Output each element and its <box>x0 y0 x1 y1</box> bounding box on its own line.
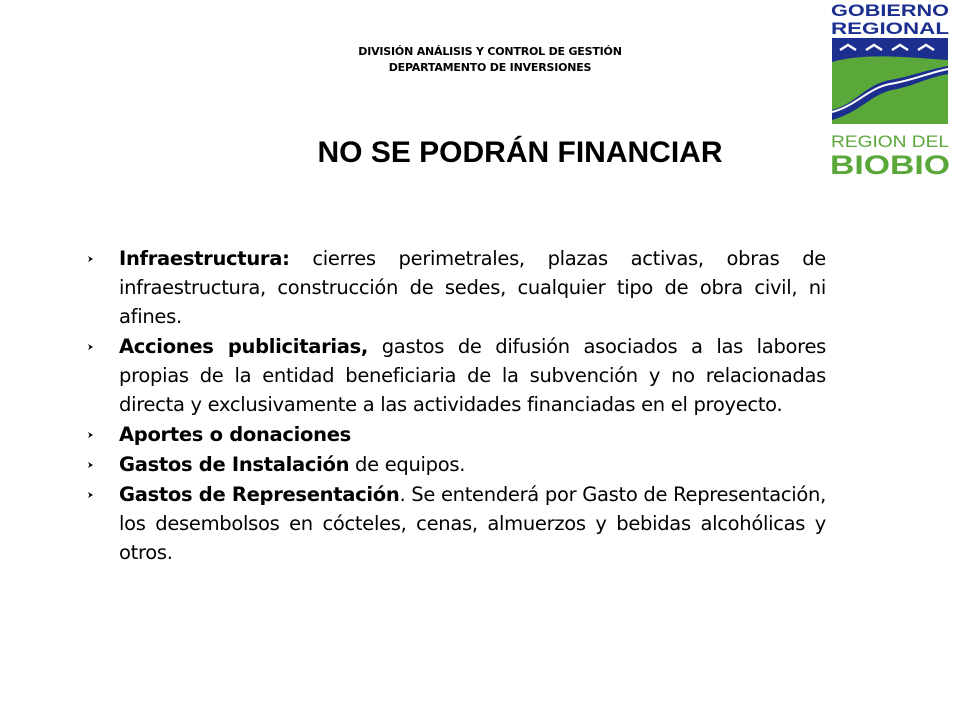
arrow-bullet-icon <box>86 342 96 352</box>
arrow-bullet-icon <box>86 460 96 470</box>
list-item <box>86 420 826 449</box>
list-item <box>86 450 826 479</box>
item-heading: Gastos de Instalación <box>119 453 350 476</box>
arrow-bullet-icon <box>86 254 96 264</box>
item-heading: Acciones publicitarias, <box>119 335 369 358</box>
department-name: DEPARTAMENTO DE INVERSIONES <box>388 61 592 74</box>
item-heading: Gastos de Representación <box>119 483 400 506</box>
arrow-bullet-icon <box>86 430 96 440</box>
list-item <box>86 244 826 331</box>
item-text: . Se entenderá por Gasto de Representación, los desembolsos en cócteles, cenas, almuerzos y bebidas alcohólicas y otros. <box>119 483 826 564</box>
svg-text:REGION DEL: REGION DEL <box>831 132 949 151</box>
not-financed-list <box>86 244 826 568</box>
list-item <box>86 480 826 567</box>
arrow-bullet-icon <box>86 490 96 500</box>
item-text: cierres perimetrales, plazas activas, obras de infraestructura, construcción de sedes, cualquier tipo de obra civil, ni afines. <box>119 247 826 328</box>
item-heading: Aportes o donaciones <box>119 423 351 446</box>
item-heading: Infraestructura: <box>119 247 290 270</box>
document-header <box>290 44 690 76</box>
svg-text:REGIONAL: REGIONAL <box>831 19 949 38</box>
gobierno-regional-biobio-logo <box>826 0 954 178</box>
svg-text:GOBIERNO: GOBIERNO <box>831 1 949 20</box>
item-text: gastos de difusión asociados a las labores propias de la entidad beneficiaria de la subvención y no relacionadas directa y exclusivamente a las actividades financiadas en el proyecto. <box>119 335 826 416</box>
item-text: de equipos. <box>349 453 466 476</box>
svg-text:BIOBIO: BIOBIO <box>830 150 950 178</box>
page-title: NO SE PODRÁN FINANCIAR <box>317 136 723 169</box>
list-item <box>86 332 826 419</box>
division-name: DIVISIÓN ANÁLISIS Y CONTROL DE GESTIÓN <box>358 45 622 58</box>
